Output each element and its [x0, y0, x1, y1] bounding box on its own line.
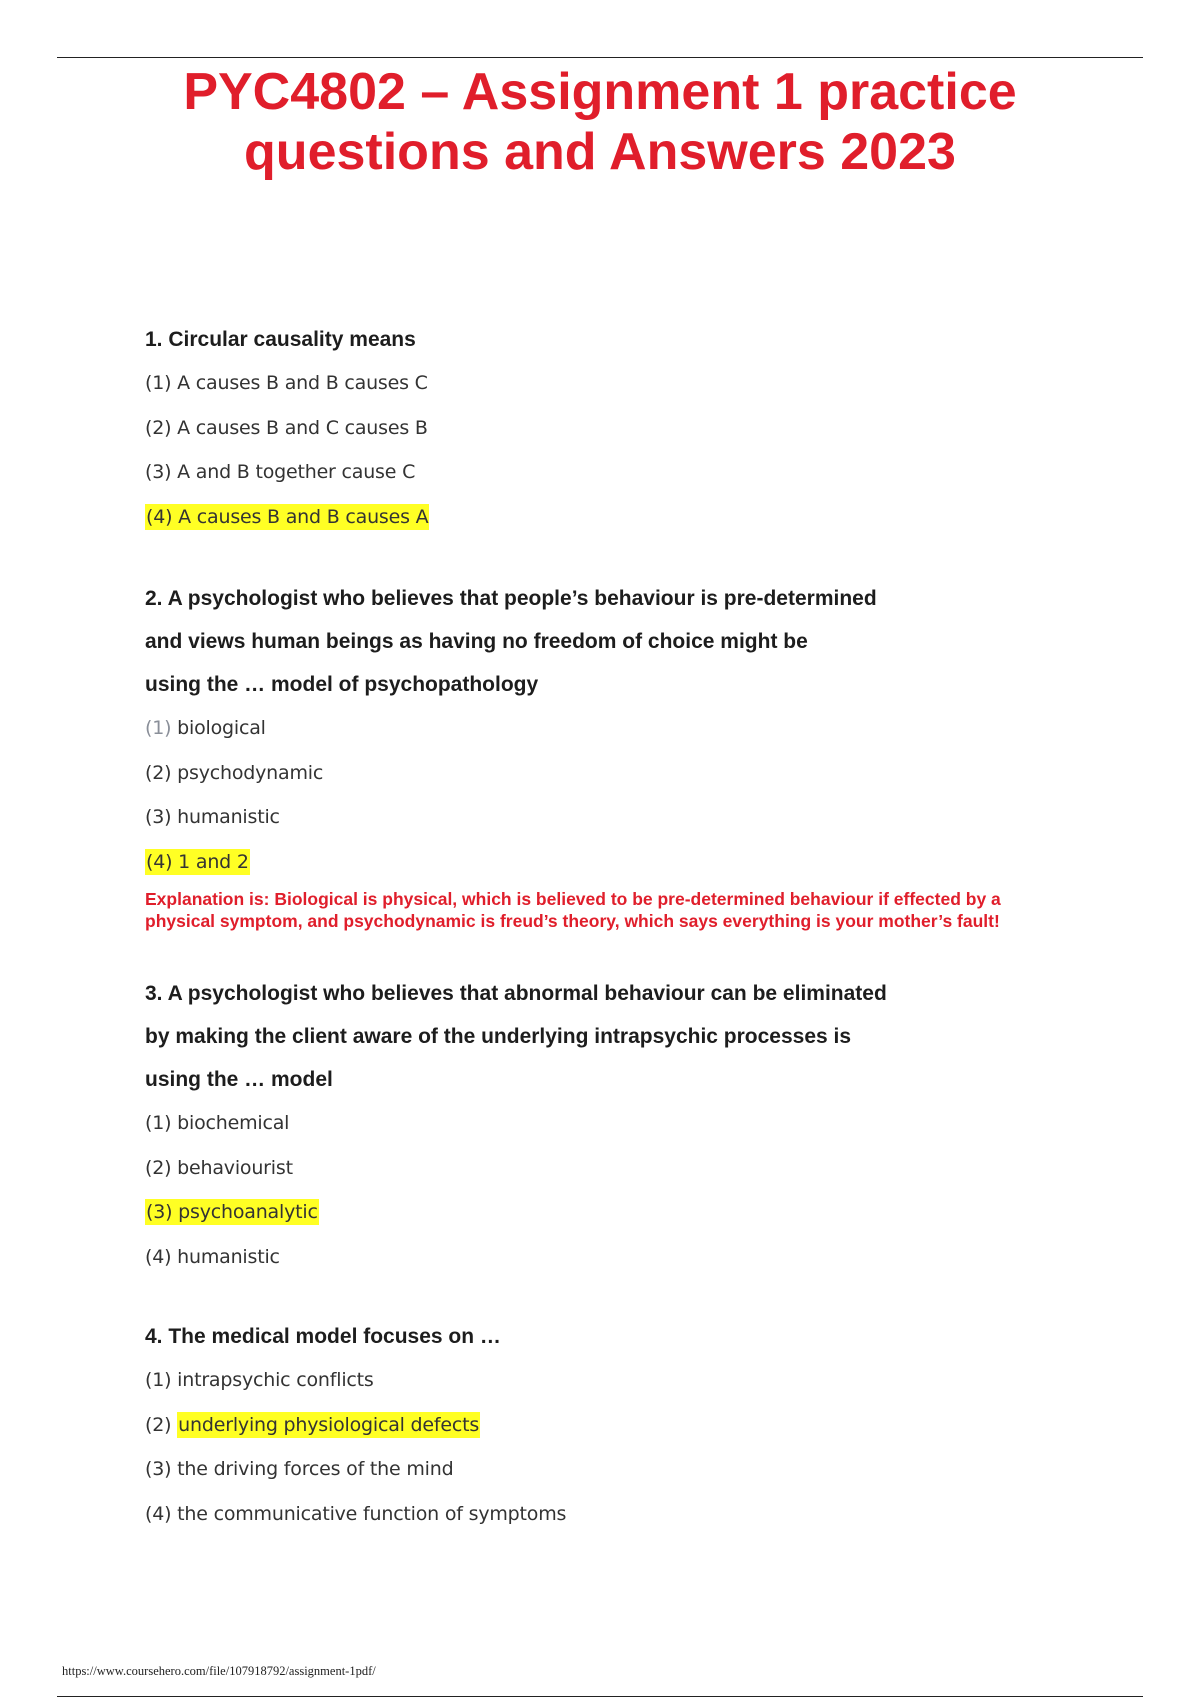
question-3-stem-line-2: by making the client aware of the underlying intrapsychic processes is	[145, 1025, 852, 1048]
question-1	[145, 318, 1045, 539]
question-2-stem-line-1: 2. A psychologist who believes that people’s behaviour is pre-determined	[145, 587, 877, 610]
question-3	[145, 972, 1045, 1279]
question-1-option-3: (3) A and B together cause C	[145, 461, 416, 483]
question-2-option-2: (2) psychodynamic	[145, 761, 324, 784]
question-2-explanation: Explanation is: Biological is physical, which is believed to be pre-determined behaviour if effected by a physical symptom, and psychodynamic is freud’s theory, which says everything is your mother’s fault!	[145, 889, 1001, 931]
question-1-option-2: (2) A causes B and C causes B	[145, 416, 428, 439]
question-4-answer-highlight: underlying physiological defects	[178, 1413, 480, 1436]
question-3-answer-highlight: (3) psychoanalytic	[146, 1201, 318, 1223]
document-title	[0, 62, 1200, 182]
question-2-option-3: (3) humanistic	[145, 806, 280, 828]
question-4-option-2-number: (2)	[145, 1413, 172, 1436]
question-4-option-1: (1) intrapsychic conflicts	[145, 1369, 374, 1391]
question-2-answer-highlight: (4) 1 and 2	[146, 850, 249, 873]
question-2-option-1-text: biological	[171, 717, 266, 739]
question-2	[145, 577, 1045, 932]
question-2-stem-line-2: and views human beings as having no freedom of choice might be	[145, 630, 808, 653]
question-3-stem-line-3: using the … model	[145, 1068, 333, 1091]
question-4-option-2	[145, 1403, 1045, 1448]
question-2-option-1	[145, 706, 1045, 751]
question-4	[145, 1315, 1045, 1536]
question-3-stem-line-1: 3. A psychologist who believes that abnormal behaviour can be eliminated	[145, 982, 887, 1005]
question-3-option-2: (2) behaviourist	[145, 1156, 293, 1179]
bottom-rule	[57, 1696, 1143, 1697]
question-4-option-4: (4) the communicative function of symptoms	[145, 1502, 567, 1525]
question-3-option-4: (4) humanistic	[145, 1245, 280, 1268]
question-3-option-1: (1) biochemical	[145, 1112, 290, 1134]
question-1-answer-highlight: (4) A causes B and B causes A	[146, 505, 429, 528]
question-1-stem: 1. Circular causality means	[145, 328, 416, 351]
question-2-option-1-number: (1)	[145, 717, 172, 739]
top-rule	[57, 57, 1143, 58]
title-line-2: questions and Answers 2023	[244, 123, 956, 181]
question-list	[145, 318, 1045, 1536]
question-4-stem: 4. The medical model focuses on …	[145, 1325, 501, 1348]
footer-source-url: https://www.coursehero.com/file/107918792/assignment-1pdf/	[62, 1664, 376, 1678]
question-1-option-1: (1) A causes B and B causes C	[145, 372, 428, 394]
question-4-option-3: (3) the driving forces of the mind	[145, 1458, 454, 1480]
title-line-1: PYC4802 – Assignment 1 practice	[183, 63, 1017, 121]
question-2-stem-line-3: using the … model of psychopathology	[145, 673, 539, 696]
